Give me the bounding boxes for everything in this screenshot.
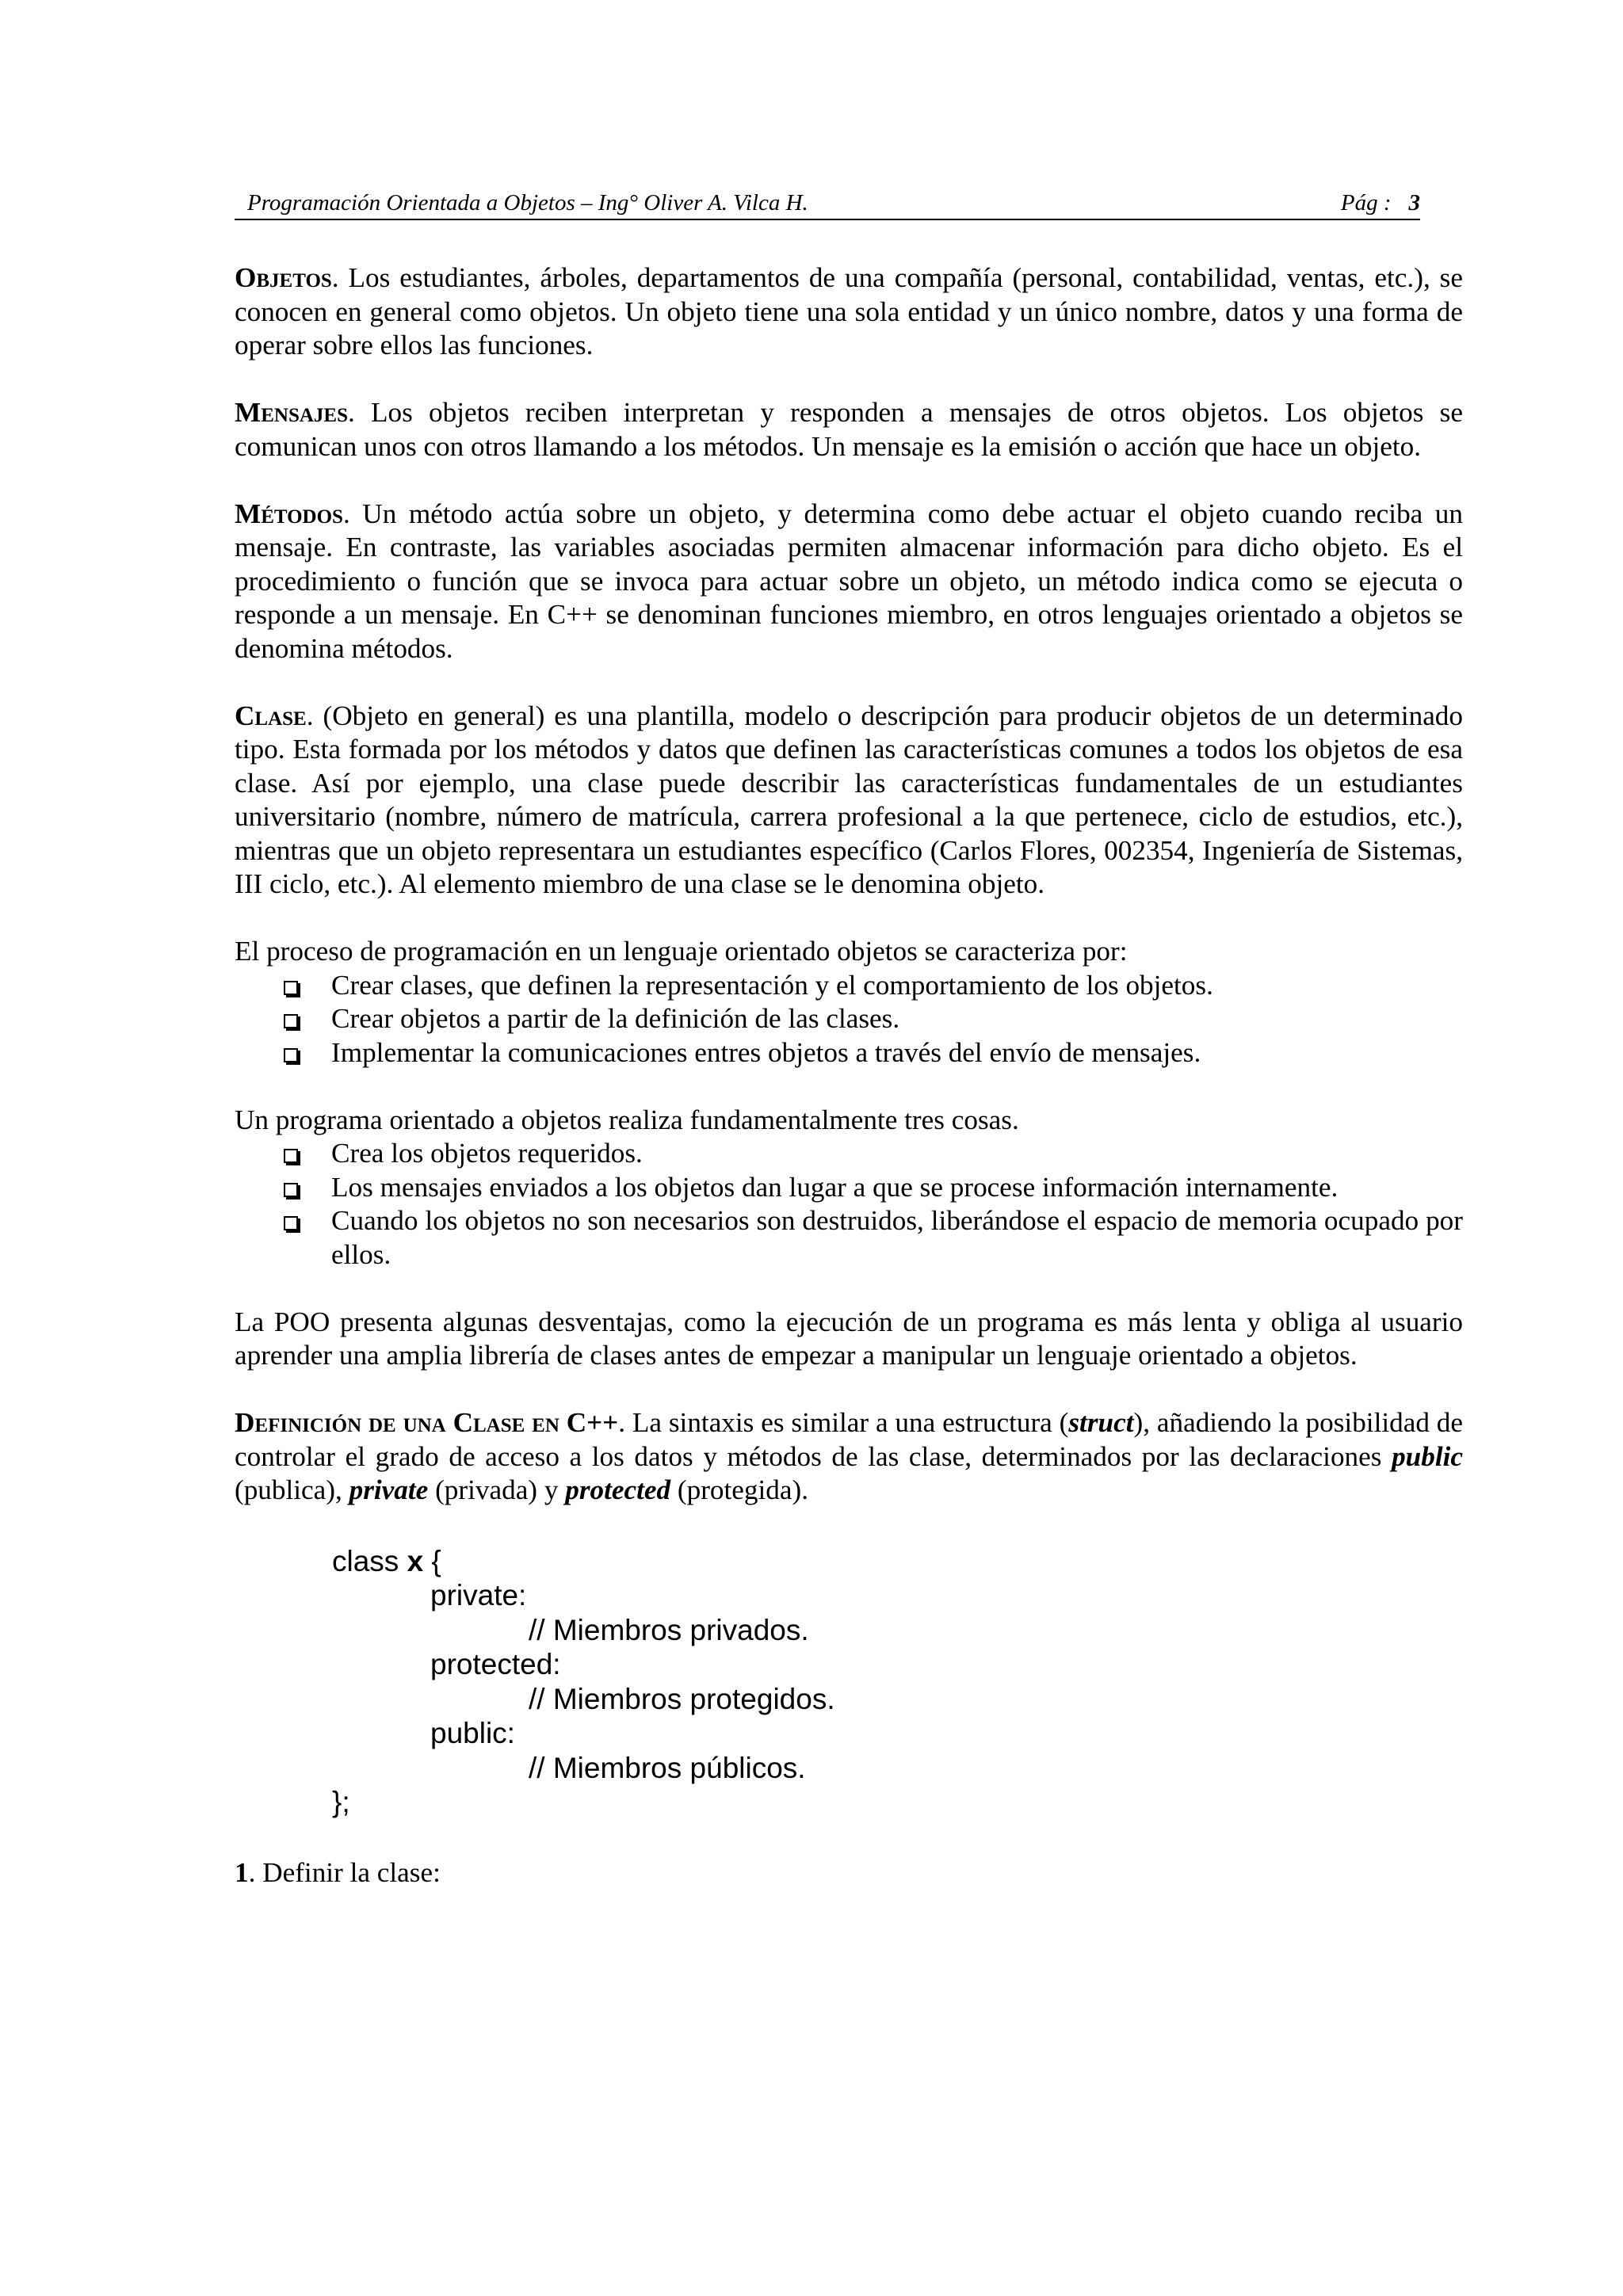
text-mensajes: . Los objetos reciben interpretan y responden a mensajes de otros objetos. Los objetos se comunican unos con otros llamando a los métodos. Un mensaje es la emisión o acción que hace un objeto. [235, 397, 1463, 462]
term-mensajes: Mensajes [235, 397, 348, 428]
term-metodos: Métodos [235, 498, 343, 529]
definicion-text-1: . La sintaxis es similar a una estructura ( [618, 1407, 1069, 1438]
paragraph-metodos [235, 498, 1463, 666]
paragraph-definicion [235, 1406, 1463, 1508]
paragraph-mensajes [235, 396, 1463, 463]
header-title: Programación Orientada a Objetos – Ing° Oliver A. Vilca H. [247, 190, 808, 215]
list-item-text: Crea los objetos requeridos. [331, 1138, 643, 1169]
paragraph-clase [235, 700, 1463, 902]
keyword-private: private [349, 1474, 429, 1505]
code-class-name: x [407, 1544, 424, 1577]
checkbox-bullet-icon [284, 1183, 298, 1197]
list-item-text: Los mensajes enviados a los objetos dan lugar a que se procese información internamente. [331, 1171, 1338, 1203]
definicion-text-3: (publica), [235, 1474, 349, 1505]
code-line-close: }; [332, 1786, 350, 1818]
list-item-text: Crear clases, que definen la representación y el comportamiento de los objetos. [331, 969, 1213, 1001]
definicion-text-2: ), añadiendo la posibilidad de controlar el grado de acceso a los datos y métodos de las clase, determinados por las declaraciones [235, 1407, 1463, 1472]
keyword-public: public [1392, 1440, 1463, 1472]
term-definicion: Definición de una Clase en C++ [235, 1407, 619, 1438]
term-clase: Clase [235, 700, 307, 731]
list-item [235, 1137, 1463, 1171]
list-item-text: Implementar la comunicaciones entres objetos a través del envío de mensajes. [331, 1036, 1201, 1068]
code-line-public: public: [430, 1717, 515, 1749]
document-body [235, 261, 1463, 1890]
code-line-comment-private: // Miembros privados. [529, 1613, 809, 1646]
definicion-text-4: (privada) y [428, 1474, 566, 1505]
paragraph-programa-intro: Un programa orientado a objetos realiza fundamentalmente tres cosas. [235, 1104, 1019, 1135]
keyword-struct: struct [1068, 1407, 1134, 1438]
header-page-number: 3 [1408, 190, 1420, 215]
code-line-private: private: [430, 1579, 527, 1611]
code-class-keyword: class [332, 1544, 407, 1577]
list-proceso [235, 969, 1463, 1070]
definicion-text-5: (protegida). [670, 1474, 809, 1505]
list-item [235, 1204, 1463, 1272]
code-line-comment-public: // Miembros públicos. [529, 1751, 806, 1784]
paragraph-poo: La POO presenta algunas desventajas, como la ejecución de un programa es más lenta y obliga al usuario aprender una amplia librería de clases antes de empezar a manipular un lenguaje orientado a objetos. [235, 1306, 1463, 1371]
text-metodos: . Un método actúa sobre un objeto, y determina como debe actuar el objeto cuando reciba un mensaje. En contraste, las variables asociadas permiten almacenar información para dicho objeto. Es el procedimiento o función que se invoca para actuar sobre un objeto, un método indica como se ejecuta o responde a un mensaje. En C++ se denominan funciones miembro, en otros lenguajes orientado a objetos se denomina métodos. [235, 498, 1463, 664]
paragraph-step-1 [235, 1856, 1463, 1890]
keyword-protected: protected [565, 1474, 671, 1505]
code-block [332, 1544, 1463, 1820]
step-text: . Definir la clase: [248, 1856, 441, 1888]
list-item [235, 969, 1463, 1003]
step-number: 1 [235, 1856, 249, 1888]
list-item [235, 1171, 1463, 1205]
header-page [1341, 187, 1420, 219]
list-item-text: Cuando los objetos no son necesarios son destruidos, liberándose el espacio de memoria ocupado por ellos. [331, 1205, 1463, 1270]
list-programa [235, 1137, 1463, 1272]
list-item-text: Crear objetos a partir de la definición de las clases. [331, 1003, 900, 1034]
code-line-protected: protected: [430, 1648, 561, 1680]
checkbox-bullet-icon [284, 1216, 298, 1230]
code-open-brace: { [423, 1544, 441, 1577]
code-line-class [332, 1544, 1463, 1579]
checkbox-bullet-icon [284, 1014, 298, 1028]
checkbox-bullet-icon [284, 1149, 298, 1163]
checkbox-bullet-icon [284, 981, 298, 995]
header-page-label: Pág : [1340, 190, 1392, 215]
list-item [235, 1036, 1463, 1070]
paragraph-proceso-intro: El proceso de programación en un lenguaje orientado objetos se caracteriza por: [235, 936, 1128, 967]
checkbox-bullet-icon [284, 1048, 298, 1062]
text-objetos: . Los estudiantes, árboles, departamentos de una compañía (personal, contabilidad, ventas, etc.), se conocen en general como objetos. Un objeto tiene una sola entidad y un único nombre, datos y una forma de operar sobre ellos las funciones. [235, 262, 1463, 360]
code-line-comment-protected: // Miembros protegidos. [529, 1682, 835, 1715]
list-item [235, 1002, 1463, 1036]
term-objetos: Objetos [235, 262, 332, 293]
page-header [235, 187, 1420, 220]
text-clase: . (Objeto en general) es una plantilla, modelo o descripción para producir objetos de un determinado tipo. Esta formada por los métodos y datos que definen las características comunes a todos los objetos de esa clase. Así por ejemplo, una clase puede describir las características fundamentales de un estudiantes universitario (nombre, número de matrícula, carrera profesional a la que pertenece, ciclo de estudios, etc.), mientras que un objeto representara un estudiantes específico (Carlos Flores, 002354, Ingeniería de Sistemas, III ciclo, etc.). Al elemento miembro de una clase se le denomina objeto. [235, 700, 1463, 899]
paragraph-objetos [235, 261, 1463, 363]
